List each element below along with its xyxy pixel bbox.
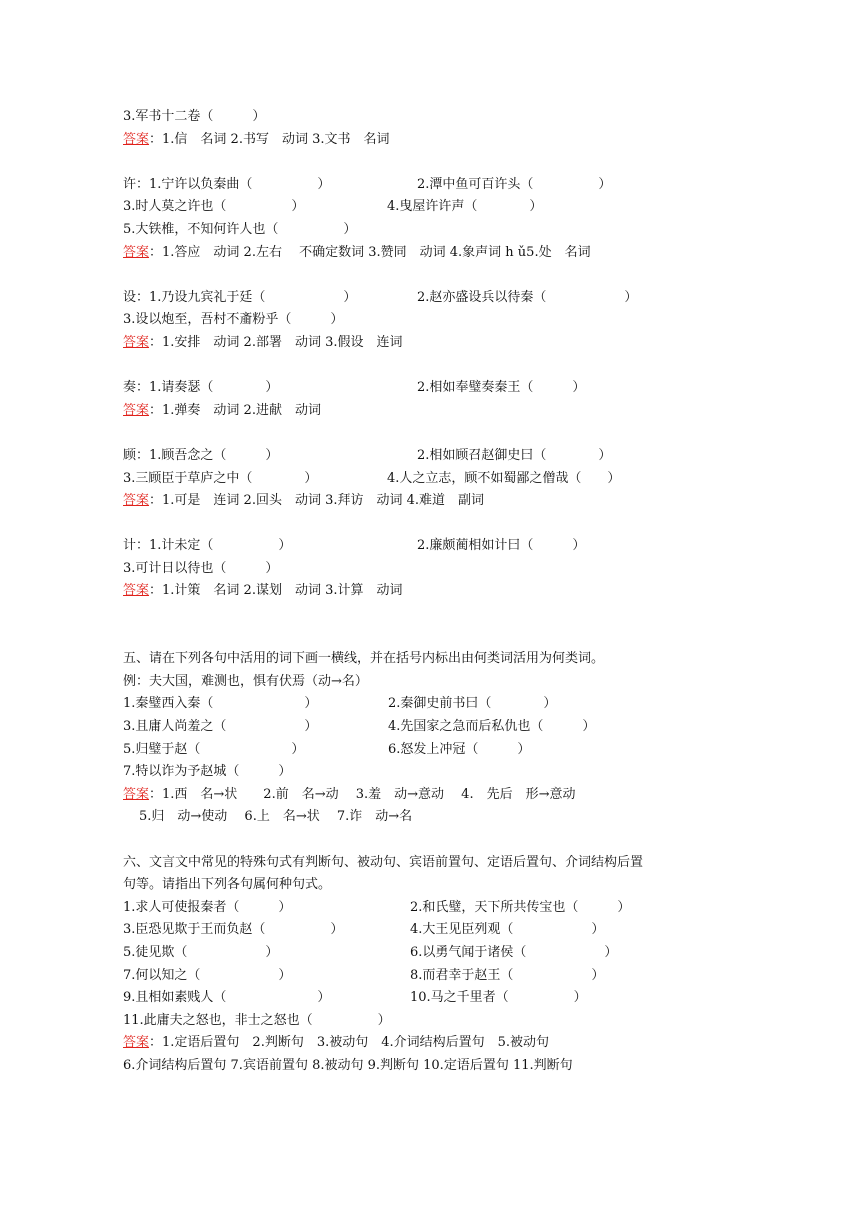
question-text: 6.以勇气闻于诸侯（ ）	[410, 944, 618, 960]
question-text: 顾：1.顾吾念之（ ）	[123, 447, 279, 463]
section-title	[123, 874, 743, 897]
answer-label: 答案	[123, 402, 150, 418]
question-text: 9.且相如素贱人（ ）	[123, 990, 331, 1006]
question-line	[123, 739, 743, 762]
question-text: 4.人之立志，顾不如蜀鄙之僧哉（ ）	[387, 470, 621, 486]
answer-line	[123, 1032, 743, 1055]
question-text: 2.廉颇蔺相如计曰（ ）	[417, 538, 586, 554]
question-text: 1.秦璧西入秦（ ）	[123, 696, 318, 712]
question-text: 5.大铁椎，不知何许人也（ ）	[123, 221, 357, 237]
answer-label: 答案	[123, 1035, 150, 1051]
question-text: 4.先国家之急而后私仇也（ ）	[388, 719, 596, 735]
question-line	[123, 468, 743, 491]
question-line	[123, 535, 743, 558]
answer-text: ：1.可是 连词 2.回头 动词 3.拜访 动词 4.难道 副词	[149, 493, 485, 509]
section-title-text: 五、请在下列各句中活用的词下画一横线，并在括号内标出由何类词活用为何类词。	[123, 651, 605, 667]
question-text: 3.臣恐见欺于王而负赵（ ）	[123, 922, 344, 938]
question-text: 2.潭中鱼可百许头（ ）	[417, 176, 612, 192]
question-text: 5.归璧于赵（ ）	[123, 741, 305, 757]
question-line	[123, 558, 743, 581]
question-line	[123, 716, 743, 739]
document-page	[123, 106, 743, 1078]
question-line	[123, 897, 743, 920]
question-text: 3.设以炮至，吾村不齑粉乎（ ）	[123, 312, 344, 328]
question-line	[123, 761, 743, 784]
section-title-text: 六、文言文中常见的特殊句式有判断句、被动句、宾语前置句、定语后置句、介词结构后置	[123, 854, 644, 870]
question-text: 计：1.计未定（ ）	[123, 538, 292, 554]
question-text: 5.徒见欺（ ）	[123, 944, 279, 960]
question-line	[123, 942, 743, 965]
question-text: 4.大王见臣列观（ ）	[410, 922, 605, 938]
answer-text: ：1.定语后置句 2.判断句 3.被动句 4.介词结构后置句 5.被动句	[149, 1035, 550, 1051]
answer-label: 答案	[123, 786, 150, 802]
question-text: 4.曳屋许许声（ ）	[387, 199, 543, 215]
example-line	[123, 671, 743, 694]
question-line	[123, 919, 743, 942]
answer-text: 6.介词结构后置句 7.宾语前置句 8.被动句 9.判断句 10.定语后置句 11.判断句	[123, 1057, 573, 1073]
section-title-text: 句等。请指出下列各句属何种句式。	[123, 877, 332, 893]
question-text: 2.相如奉璧奏秦王（ ）	[417, 380, 586, 396]
question-line	[123, 1010, 743, 1033]
answer-label: 答案	[123, 244, 150, 260]
answer-label: 答案	[123, 131, 150, 147]
question-line	[123, 196, 743, 219]
answer-line	[123, 806, 743, 829]
answer-line	[123, 332, 743, 355]
question-text: 3.时人莫之许也（ ）	[123, 199, 305, 215]
answer-line	[123, 129, 743, 152]
question-line	[123, 219, 743, 242]
answer-line	[123, 490, 743, 513]
answer-line	[123, 242, 743, 265]
answer-text: ：1.计策 名词 2.谋划 动词 3.计算 动词	[149, 583, 403, 599]
question-line	[123, 987, 743, 1010]
question-text: 7.何以知之（ ）	[123, 967, 292, 983]
question-line	[123, 693, 743, 716]
question-text: 奏：1.请奏瑟（ ）	[123, 380, 279, 396]
answer-label: 答案	[123, 583, 150, 599]
question-text: 1.求人可使报秦者（ ）	[123, 899, 292, 915]
answer-label: 答案	[123, 493, 150, 509]
question-text: 3.军书十二卷（ ）	[123, 109, 266, 124]
question-text: 11.此庸夫之怒也，非士之怒也（ ）	[123, 1012, 391, 1028]
answer-text: 5.归 动→使动 6.上 名→状 7.诈 动→名	[139, 809, 413, 825]
question-text: 2.和氏璧，天下所共传宝也（ ）	[410, 899, 631, 915]
answer-line	[123, 784, 743, 807]
question-text: 3.且庸人尚羞之（ ）	[123, 719, 318, 735]
question-line	[123, 106, 743, 129]
section-title	[123, 852, 743, 875]
answer-text: ：1.信 名词 2.书写 动词 3.文书 名词	[149, 131, 390, 147]
question-line	[123, 174, 743, 197]
question-text: 3.可计日以待也（ ）	[123, 560, 279, 576]
answer-text: ：1.弹奏 动词 2.进献 动词	[149, 402, 321, 418]
question-text: 8.而君幸于赵王（ ）	[410, 967, 605, 983]
answer-text: ：1.西 名→状 2.前 名→动 3.羞 动→意动 4. 先后 形→意动	[149, 786, 576, 802]
question-text: 10.马之千里者（ ）	[410, 990, 587, 1006]
question-text: 7.特以诈为予赵城（ ）	[123, 764, 292, 780]
answer-line	[123, 580, 743, 603]
question-text: 2.秦御史前书曰（ ）	[388, 696, 557, 712]
question-line	[123, 445, 743, 468]
answer-text: ：1.答应 动词 2.左右 不确定数词 3.赞同 动词 4.象声词 h ǔ5.处 名词	[149, 244, 591, 260]
answer-text: ：1.安排 动词 2.部署 动词 3.假设 连词	[149, 334, 403, 350]
question-text: 设：1.乃设九宾礼于廷（ ）	[123, 289, 357, 305]
question-text: 2.赵亦盛设兵以待秦（ ）	[417, 289, 638, 305]
section-title	[123, 648, 743, 671]
question-line	[123, 965, 743, 988]
question-text: 6.怒发上冲冠（ ）	[388, 741, 531, 757]
question-line	[123, 309, 743, 332]
answer-line	[123, 1055, 743, 1078]
question-text: 3.三顾臣于草庐之中（ ）	[123, 470, 318, 486]
example-text: 例：夫大国，难测也，惧有伏焉（动→名）	[123, 673, 368, 689]
question-text: 2.相如顾召赵御史曰（ ）	[417, 447, 612, 463]
question-text: 许：1.宁许以负秦曲（ ）	[123, 176, 331, 192]
answer-line	[123, 400, 743, 423]
question-line	[123, 377, 743, 400]
answer-label: 答案	[123, 334, 150, 350]
question-line	[123, 287, 743, 310]
